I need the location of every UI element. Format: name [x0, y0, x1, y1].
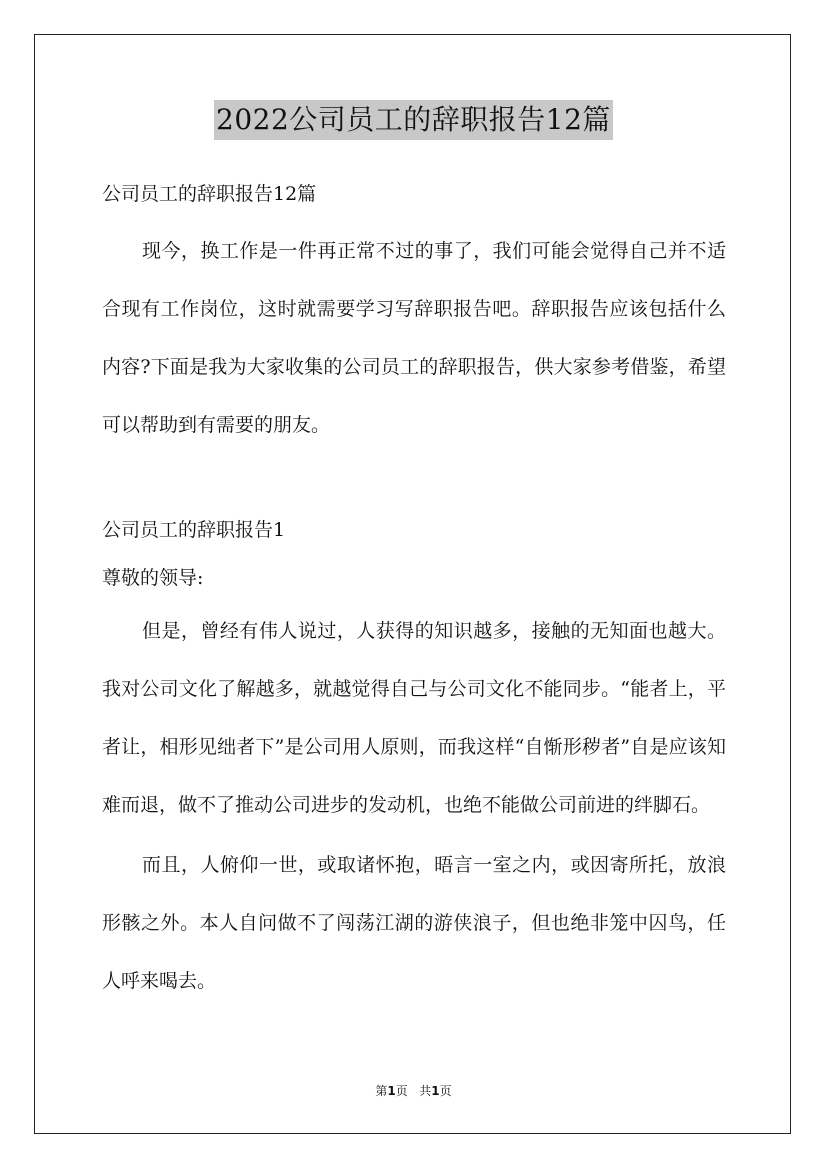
document-subtitle: 公司员工的辞职报告12篇 — [102, 183, 317, 205]
salutation: 尊敬的领导: — [102, 567, 204, 589]
body-paragraph-2: 而且，人俯仰一世，或取诸怀抱，晤言一室之内，或因寄所托，放浪形骸之外。本人自问做不了闯荡江湖的游侠浪子，但也绝非笼中囚鸟，任人呼来喝去。 — [102, 854, 726, 992]
page-footer — [0, 1082, 827, 1099]
page-prefix: 第 — [375, 1084, 388, 1098]
document-title: 2022公司员工的辞职报告12篇 — [214, 100, 613, 140]
spacer — [102, 454, 726, 506]
section-heading: 公司员工的辞职报告1 — [102, 519, 286, 541]
total-suffix: 页 — [439, 1084, 452, 1098]
total-prefix: 共 — [419, 1084, 432, 1098]
document-title-wrap — [0, 100, 827, 140]
page-suffix: 页 — [395, 1084, 408, 1098]
document-body — [102, 170, 726, 1010]
body-paragraph-1: 但是，曾经有伟人说过，人获得的知识越多，接触的无知面也越大。我对公司文化了解越多，就越觉得自己与公司文化不能同步。“能者上，平者让，相形见绌者下”是公司用人原则，而我这样“自惭形秽者”自是应该知难而退，做不了推动公司进步的发动机，也绝不能做公司前进的绊脚石。 — [102, 620, 726, 816]
total-pages: 1 — [431, 1084, 440, 1098]
page-number: 1 — [387, 1084, 396, 1098]
intro-paragraph: 现今，换工作是一件再正常不过的事了，我们可能会觉得自己并不适合现有工作岗位，这时就需要学习写辞职报告吧。辞职报告应该包括什么内容?下面是我为大家收集的公司员工的辞职报告，供大家参考借鉴，希望可以帮助到有需要的朋友。 — [102, 240, 726, 436]
